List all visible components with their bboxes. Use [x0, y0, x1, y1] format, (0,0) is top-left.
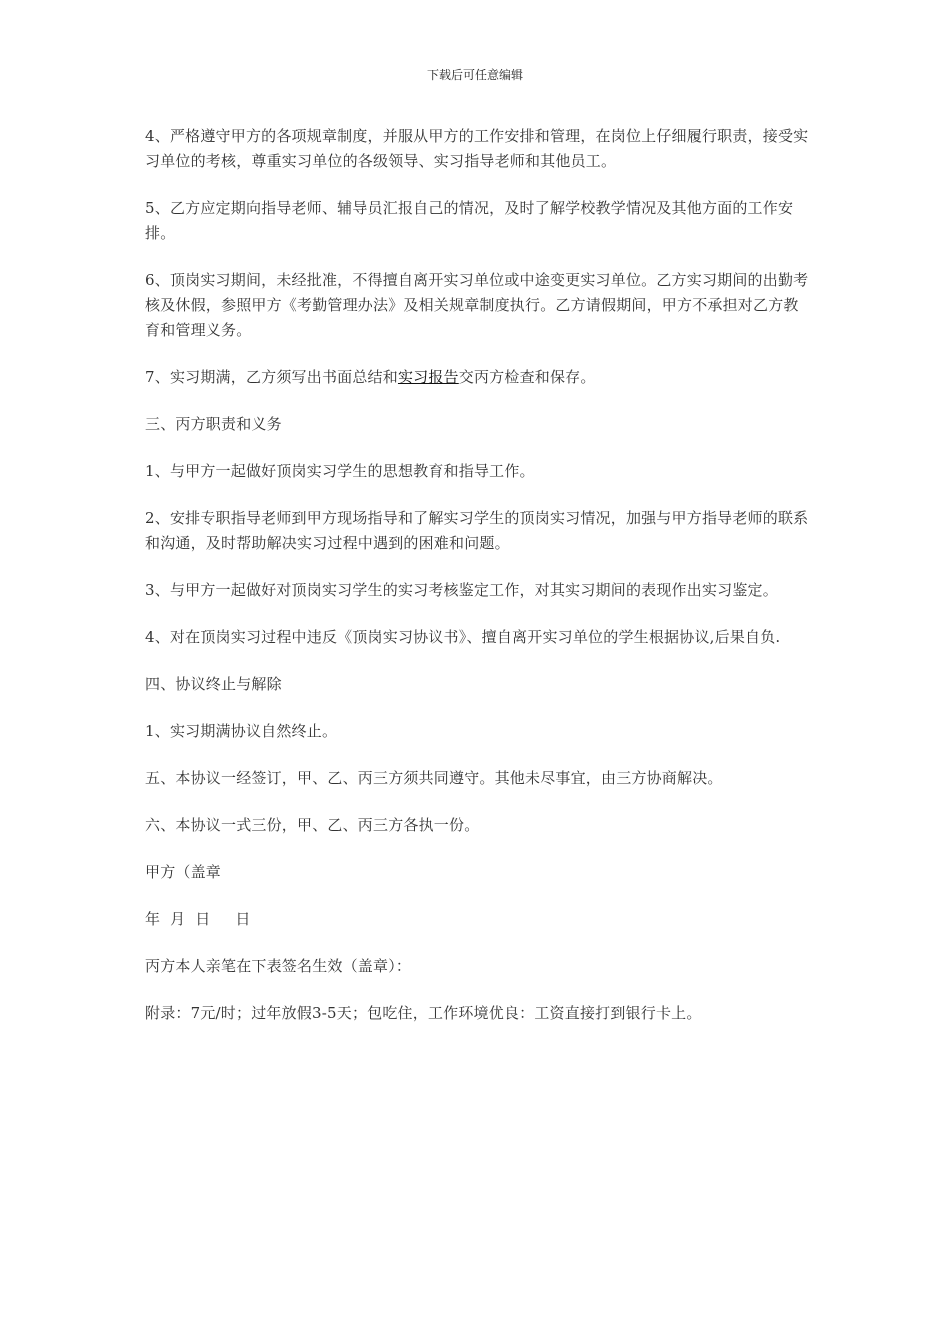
clause-4-obey-rules: 4、严格遵守甲方的各项规章制度，并服从甲方的工作安排和管理，在岗位上仔细履行职责，接受实习单位的考核，尊重实习单位的各级领导、实习指导老师和其他员工。	[145, 127, 809, 170]
section-3-heading: 三、丙方职责和义务	[145, 415, 282, 433]
section-4-heading: 四、协议终止与解除	[145, 675, 282, 693]
section-3-item-4: 4、对在顶岗实习过程中违反《顶岗实习协议书》、擅自离开实习单位的学生根据协议,后果自负.	[145, 628, 781, 646]
clause-5-report: 5、乙方应定期向指导老师、辅导员汇报自己的情况，及时了解学校教学情况及其他方面的工作安排。	[145, 199, 794, 242]
section-6: 六、本协议一式三份，甲、乙、丙三方各执一份。	[145, 816, 480, 834]
party-c-signature-note: 丙方本人亲笔在下表签名生效（盖章）：	[145, 957, 412, 975]
clause-7-summary	[145, 365, 810, 390]
section-3-item-1: 1、与甲方一起做好顶岗实习学生的思想教育和指导工作。	[145, 462, 535, 480]
clause-7-text-before: 7、实习期满，乙方须写出书面总结和	[145, 368, 398, 386]
section-5: 五、本协议一经签订，甲、乙、丙三方须共同遵守。其他未尽事宜，由三方协商解决。	[145, 769, 723, 787]
page-header-note: 下载后可任意编辑	[426, 68, 523, 82]
date-line: 年 月 日 日	[145, 910, 251, 928]
clause-6-no-leaving: 6、顶岗实习期间，未经批准，不得擅自离开实习单位或中途变更实习单位。乙方实习期间的出勤考核及休假，参照甲方《考勤管理办法》及相关规章制度执行。乙方请假期间，甲方不承担对乙方教育和管理义务。	[145, 271, 809, 339]
document-body	[145, 124, 810, 1048]
section-3-item-2: 2、安排专职指导老师到甲方现场指导和了解实习学生的顶岗实习情况，加强与甲方指导老师的联系和沟通，及时帮助解决实习过程中遇到的困难和问题。	[145, 509, 809, 552]
clause-7-text-after: 交丙方检查和保存。	[458, 368, 596, 386]
internship-report-link[interactable]: 实习报告	[397, 368, 459, 386]
party-a-seal: 甲方（盖章	[145, 863, 222, 881]
section-3-item-3: 3、与甲方一起做好对顶岗实习学生的实习考核鉴定工作，对其实习期间的表现作出实习鉴定。	[145, 581, 778, 599]
appendix-note: 附录：7元/时；过年放假3-5天；包吃住，工作环境优良：工资直接打到银行卡上。	[145, 1004, 702, 1022]
section-4-item-1: 1、实习期满协议自然终止。	[145, 722, 338, 740]
